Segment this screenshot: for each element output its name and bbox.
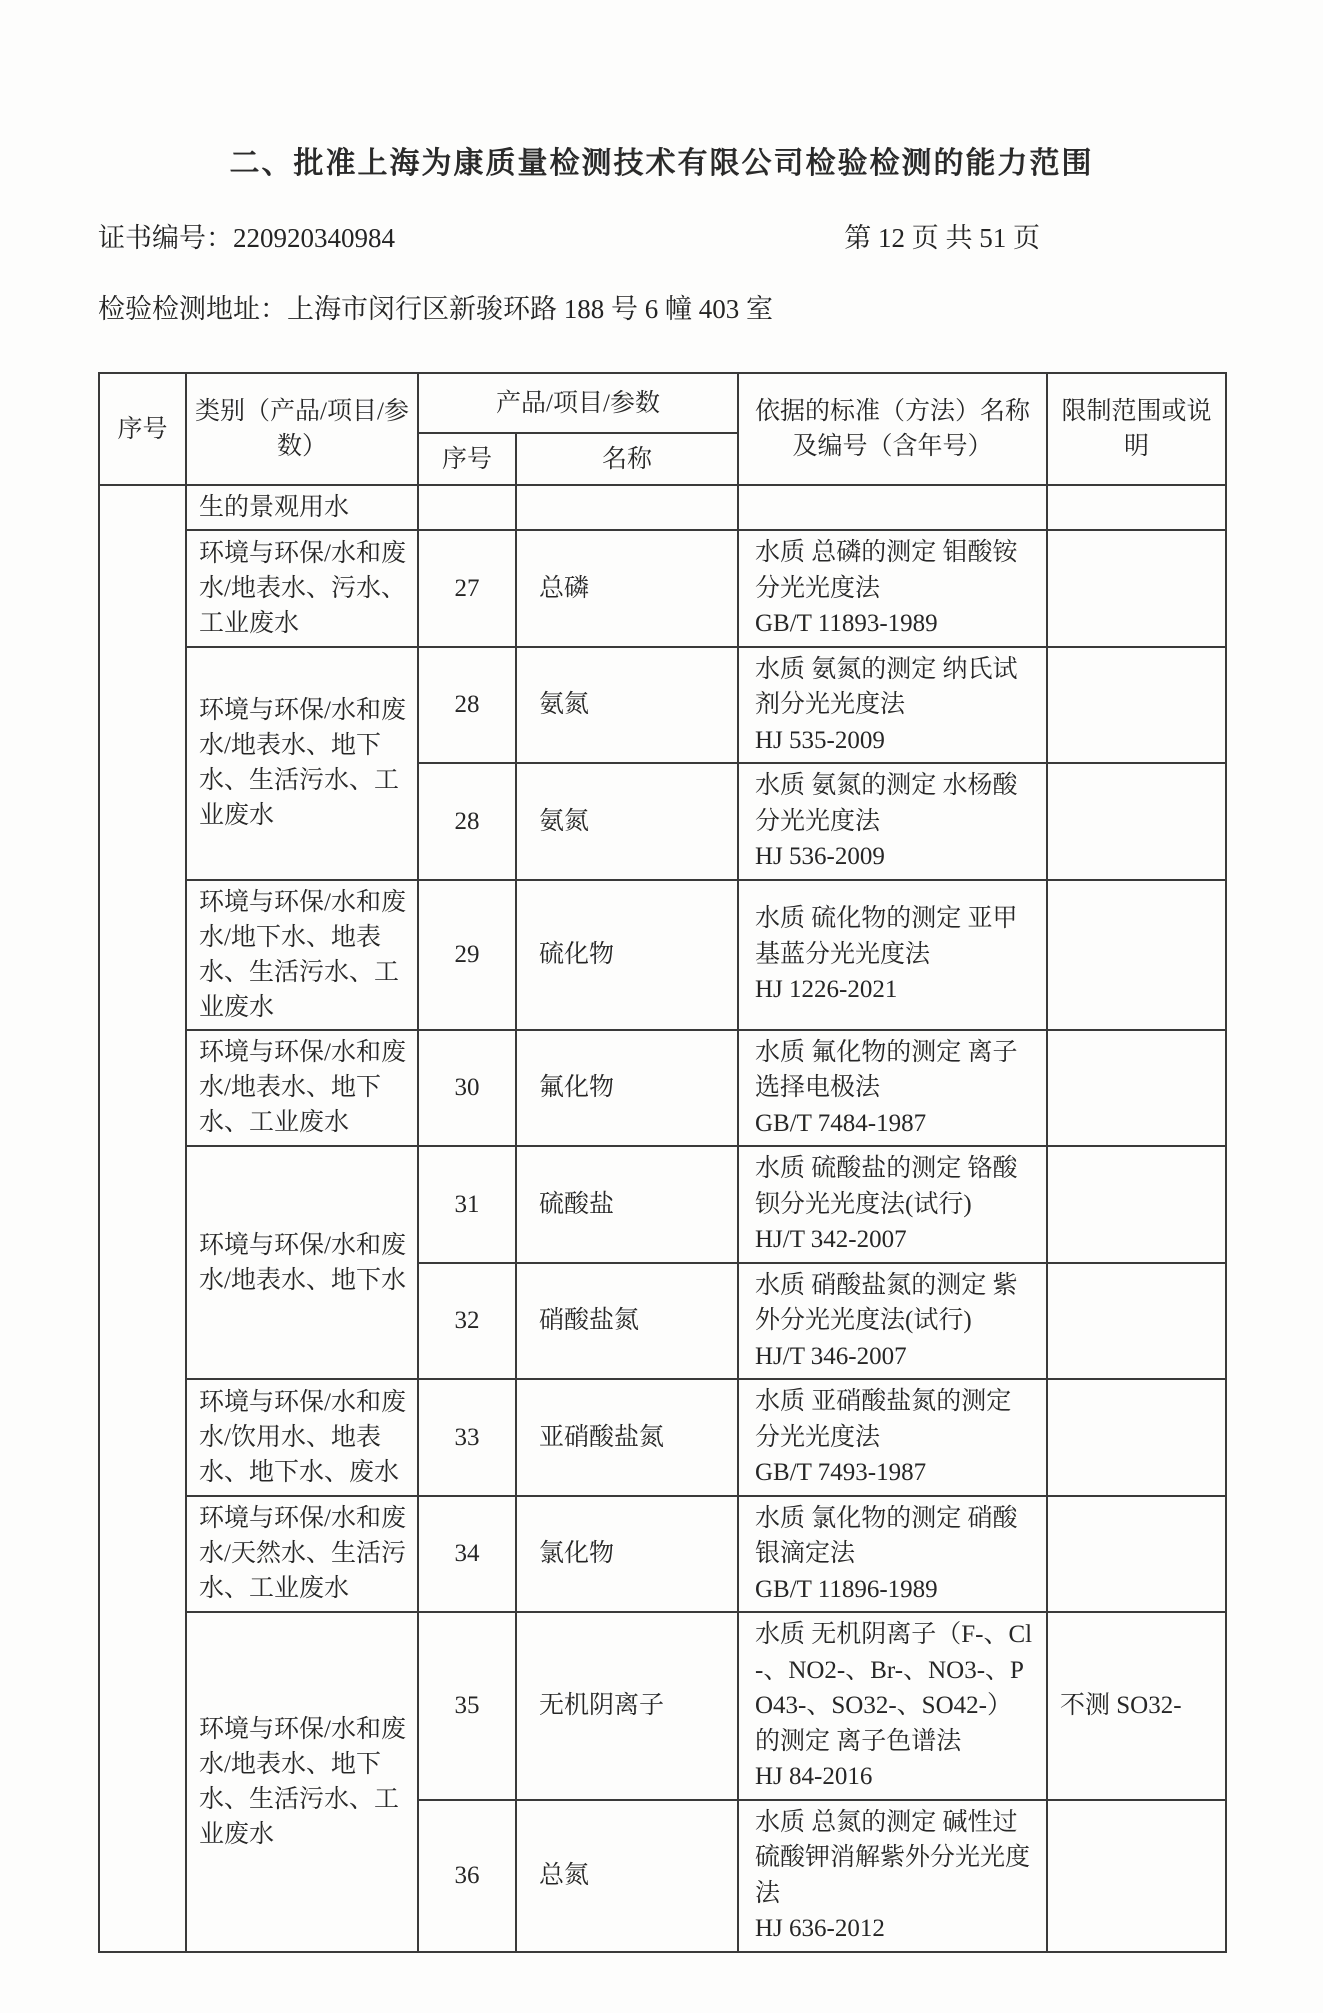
header-product: 产品/项目/参数 (418, 373, 738, 433)
standard-cell (738, 1496, 1047, 1613)
standard-code-text: HJ/T 342-2007 (755, 1226, 907, 1253)
item-name-cell: 亚硝酸盐氮 (516, 1379, 738, 1496)
item-no-cell (418, 485, 516, 530)
table-row-33 (99, 1379, 1226, 1496)
header-product-seq: 序号 (418, 433, 516, 485)
seq-cell (99, 485, 186, 1952)
table-row-27 (99, 530, 1226, 647)
standard-method-text: 水质 亚硝酸盐氮的测定 分光光度法 (755, 1388, 1012, 1451)
item-no-cell: 31 (418, 1146, 516, 1263)
standard-code-text: GB/T 7493-1987 (755, 1459, 927, 1486)
item-name-cell: 无机阴离子 (516, 1612, 738, 1800)
limit-cell (1047, 1263, 1226, 1380)
category-cell: 生的景观用水 (186, 485, 418, 530)
item-name-cell: 硫化物 (516, 880, 738, 1030)
standard-cell (738, 1146, 1047, 1263)
certificate-number: 证书编号：220920340984 (98, 223, 395, 253)
table-row-30 (99, 1030, 1226, 1147)
category-cell: 环境与环保/水和废水/地下水、地表水、生活污水、工业废水 (186, 880, 418, 1030)
item-no-cell: 36 (418, 1800, 516, 1952)
table-row-28a (99, 647, 1226, 764)
standard-cell (738, 1379, 1047, 1496)
standard-method-text: 水质 氯化物的测定 硝酸银滴定法 (755, 1504, 1018, 1567)
capability-table (98, 372, 1227, 1953)
item-no-cell: 32 (418, 1263, 516, 1380)
item-no-cell: 27 (418, 530, 516, 647)
standard-method-text: 水质 氨氮的测定 水杨酸分光光度法 (755, 772, 1018, 835)
category-cell: 环境与环保/水和废水/地表水、地下水、生活污水、工业废水 (186, 1612, 418, 1952)
category-cell: 环境与环保/水和废水/地表水、地下水、工业废水 (186, 1030, 418, 1147)
limit-cell (1047, 647, 1226, 764)
standard-code-text: HJ 636-2012 (755, 1915, 885, 1942)
header-category: 类别（产品/项目/参数） (186, 373, 418, 485)
standard-method-text: 水质 硫酸盐的测定 铬酸钡分光光度法(试行) (755, 1155, 1018, 1218)
standard-cell (738, 1800, 1047, 1952)
limit-cell: 不测 SO32- (1047, 1612, 1226, 1800)
meta-row (98, 216, 1225, 255)
item-name-cell: 氟化物 (516, 1030, 738, 1147)
limit-cell (1047, 1146, 1226, 1263)
item-no-cell: 29 (418, 880, 516, 1030)
standard-method-text: 水质 硫化物的测定 亚甲基蓝分光光度法 (755, 905, 1018, 968)
item-no-cell: 28 (418, 763, 516, 880)
standard-code-text: GB/T 11893-1989 (755, 610, 938, 637)
item-name-cell: 总磷 (516, 530, 738, 647)
standard-cell (738, 485, 1047, 530)
standard-method-text: 水质 氨氮的测定 纳氏试剂分光光度法 (755, 655, 1018, 718)
standard-method-text: 水质 总氮的测定 碱性过硫酸钾消解紫外分光光度法 (755, 1808, 1031, 1907)
item-name-cell: 硝酸盐氮 (516, 1263, 738, 1380)
item-no-cell: 30 (418, 1030, 516, 1147)
item-name-cell: 硫酸盐 (516, 1146, 738, 1263)
standard-code-text: HJ 1226-2021 (755, 976, 898, 1004)
item-no-cell: 35 (418, 1612, 516, 1800)
header-row-1 (99, 373, 1226, 433)
standard-method-text: 水质 无机阴离子（F-、Cl-、NO2-、Br-、NO3-、PO43-、SO32-、SO42-）的测定 离子色谱法 (755, 1621, 1033, 1755)
standard-method-text: 水质 氟化物的测定 离子选择电极法 (755, 1038, 1018, 1101)
item-name-cell: 氨氮 (516, 763, 738, 880)
standard-cell (738, 647, 1047, 764)
address-line: 检验检测地址：上海市闵行区新骏环路 188 号 6 幢 403 室 (98, 294, 773, 324)
item-name-cell: 氨氮 (516, 647, 738, 764)
standard-code-text: HJ 535-2009 (755, 726, 885, 754)
item-no-cell: 34 (418, 1496, 516, 1613)
limit-cell (1047, 1379, 1226, 1496)
category-cell: 环境与环保/水和废水/地表水、地下水、生活污水、工业废水 (186, 647, 418, 880)
standard-code-text: HJ 536-2009 (755, 843, 885, 870)
standard-method-text: 水质 总磷的测定 钼酸铵分光光度法 (755, 539, 1018, 602)
item-name-cell: 氯化物 (516, 1496, 738, 1613)
standard-method-text: 水质 硝酸盐氮的测定 紫外分光光度法(试行) (755, 1271, 1018, 1334)
category-cell: 环境与环保/水和废水/饮用水、地表水、地下水、废水 (186, 1379, 418, 1496)
standard-cell (738, 763, 1047, 880)
standard-cell (738, 880, 1047, 1030)
limit-cell (1047, 485, 1226, 530)
limit-cell (1047, 1496, 1226, 1613)
limit-cell (1047, 1800, 1226, 1952)
standard-code-text: HJ/T 346-2007 (755, 1342, 907, 1370)
category-cell: 环境与环保/水和废水/地表水、地下水 (186, 1146, 418, 1379)
standard-cell (738, 1612, 1047, 1800)
standard-cell (738, 1030, 1047, 1147)
category-cell: 环境与环保/水和废水/地表水、污水、工业废水 (186, 530, 418, 647)
table-row-29 (99, 880, 1226, 1030)
standard-code-text: HJ 84-2016 (755, 1763, 873, 1790)
limit-cell (1047, 530, 1226, 647)
table-row-35 (99, 1612, 1226, 1800)
limit-cell (1047, 880, 1226, 1030)
standard-cell (738, 1263, 1047, 1380)
limit-cell (1047, 763, 1226, 880)
item-name-cell (516, 485, 738, 530)
category-cell: 环境与环保/水和废水/天然水、生活污水、工业废水 (186, 1496, 418, 1613)
header-standard: 依据的标准（方法）名称及编号（含年号） (738, 373, 1047, 485)
table-row-34 (99, 1496, 1226, 1613)
header-seq: 序号 (99, 373, 186, 485)
table-row-31 (99, 1146, 1226, 1263)
standard-code-text: GB/T 11896-1989 (755, 1575, 938, 1603)
page-title: 二、批准上海为康质量检测技术有限公司检验检测的能力范围 (229, 147, 1094, 180)
limit-cell (1047, 1030, 1226, 1147)
item-no-cell: 33 (418, 1379, 516, 1496)
item-no-cell: 28 (418, 647, 516, 764)
item-name-cell: 总氮 (516, 1800, 738, 1952)
header-product-name: 名称 (516, 433, 738, 485)
standard-code-text: GB/T 7484-1987 (755, 1109, 927, 1137)
header-limit: 限制范围或说明 (1047, 373, 1226, 485)
standard-cell (738, 530, 1047, 647)
page-indicator: 第 12 页 共 51 页 (844, 223, 1040, 253)
table-row-continued (99, 485, 1226, 530)
